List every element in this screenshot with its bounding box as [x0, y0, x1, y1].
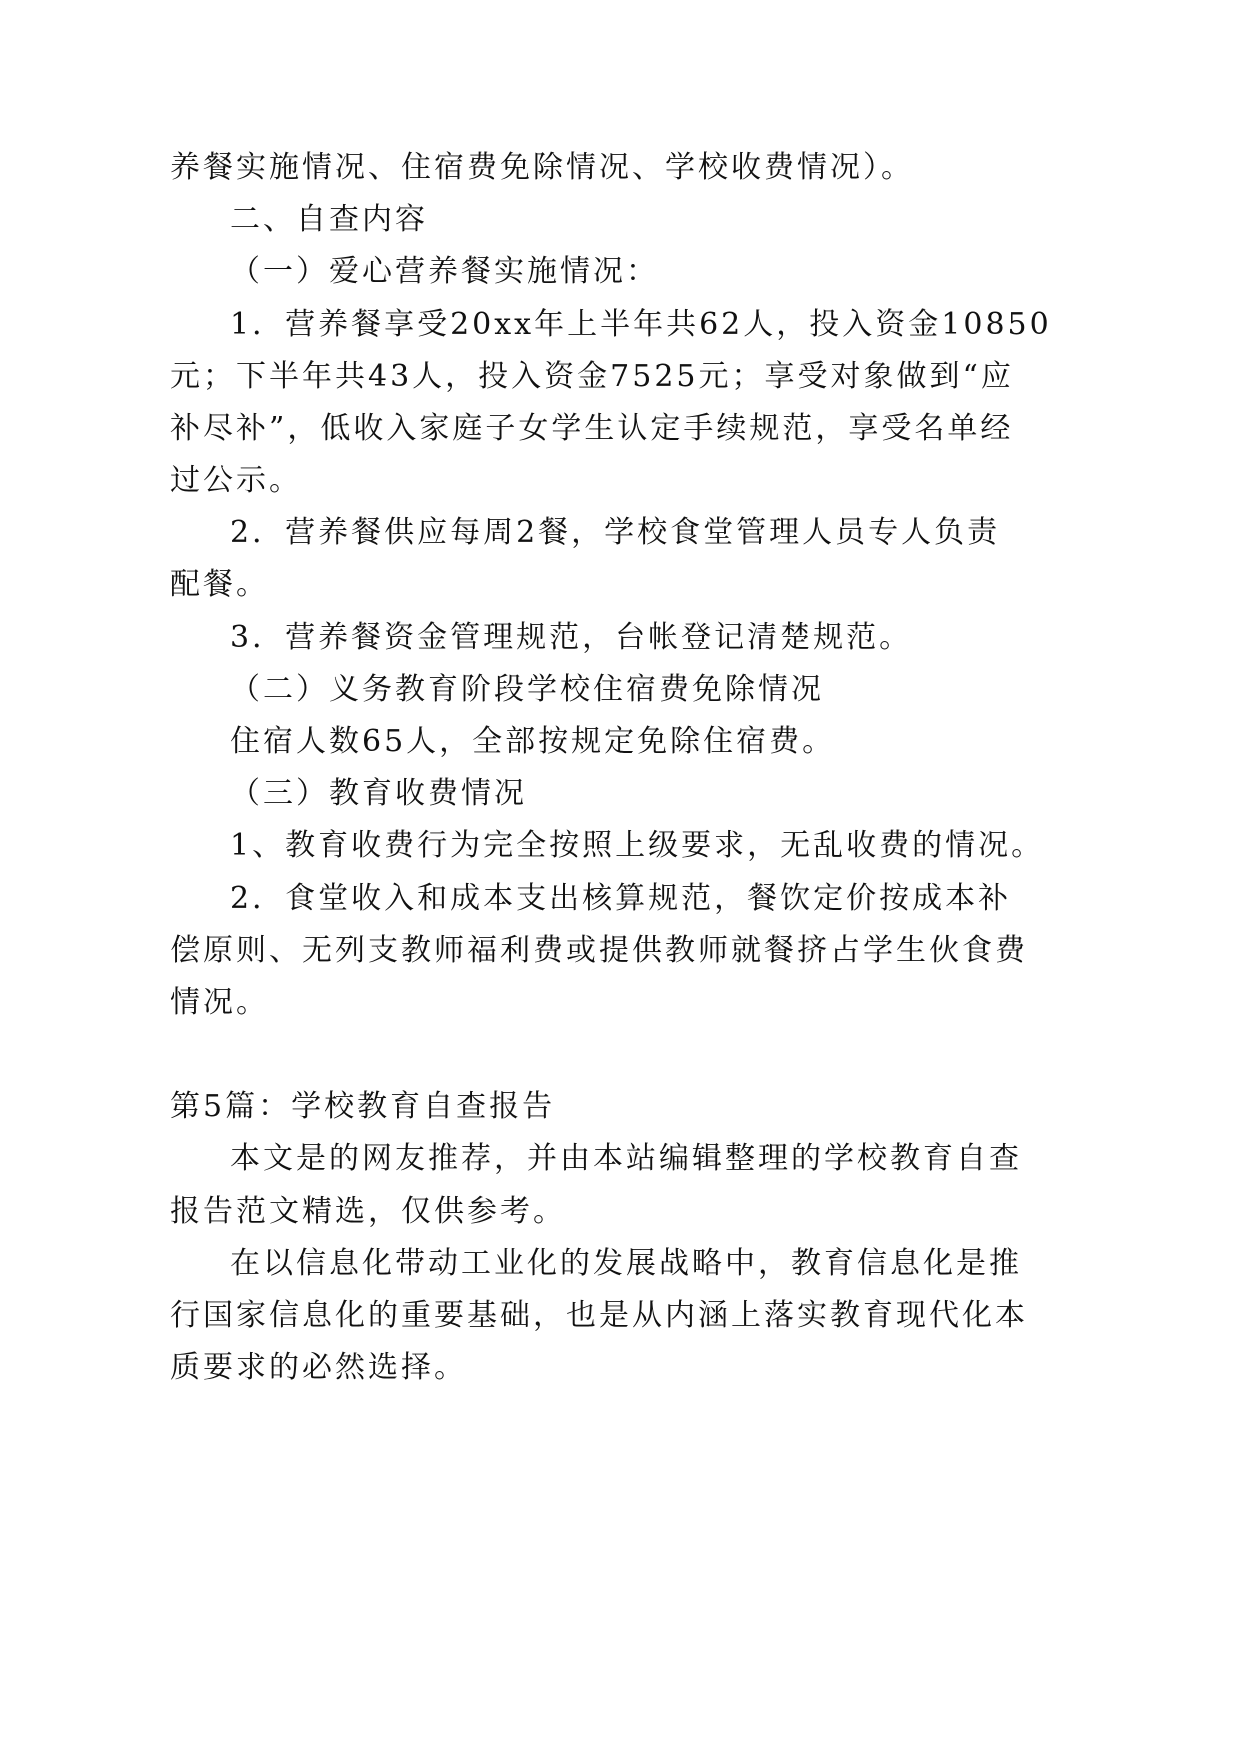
- text-line: 情况。: [170, 985, 269, 1020]
- text-line: 质要求的必然选择。: [170, 1350, 467, 1385]
- text-line: 2．食堂收入和成本支出核算规范，餐饮定价按成本补: [230, 881, 1012, 916]
- text-line: 3．营养餐资金管理规范，台帐登记清楚规范。: [230, 620, 913, 655]
- text-line: 2．营养餐供应每周2餐，学校食堂管理人员专人负责: [230, 515, 1001, 550]
- text-line: 1、教育收费行为完全按照上级要求，无乱收费的情况。: [230, 828, 1045, 863]
- text-line: 在以信息化带动工业化的发展战略中，教育信息化是推: [230, 1246, 1022, 1281]
- text-line: 1．营养餐享受20xx年上半年共62人，投入资金10850: [230, 307, 1052, 342]
- subsection-heading: （二）义务教育阶段学校住宿费免除情况: [230, 672, 824, 707]
- text-line: 行国家信息化的重要基础，也是从内涵上落实教育现代化本: [170, 1298, 1028, 1333]
- text-line: 过公示。: [170, 463, 302, 498]
- text-line: 住宿人数65人，全部按规定免除住宿费。: [230, 724, 836, 759]
- text-line: 报告范文精选，仅供参考。: [170, 1194, 566, 1229]
- article-title: 第5篇：学校教育自查报告: [170, 1089, 556, 1124]
- text-line: 偿原则、无列支教师福利费或提供教师就餐挤占学生伙食费: [170, 933, 1028, 968]
- text-line: 元；下半年共43人，投入资金7525元；享受对象做到“应: [170, 359, 1014, 394]
- subsection-heading: （一）爱心营养餐实施情况：: [230, 254, 659, 289]
- text-line: 配餐。: [170, 567, 269, 602]
- text-line: 养餐实施情况、住宿费免除情况、学校收费情况）。: [170, 150, 914, 185]
- text-line: 补尽补”，低收入家庭子女学生认定手续规范，享受名单经: [170, 411, 1014, 446]
- text-line: 本文是的网友推荐，并由本站编辑整理的学校教育自查: [230, 1141, 1022, 1176]
- subsection-heading: （三）教育收费情况: [230, 776, 527, 811]
- section-heading: 二、自查内容: [230, 202, 428, 237]
